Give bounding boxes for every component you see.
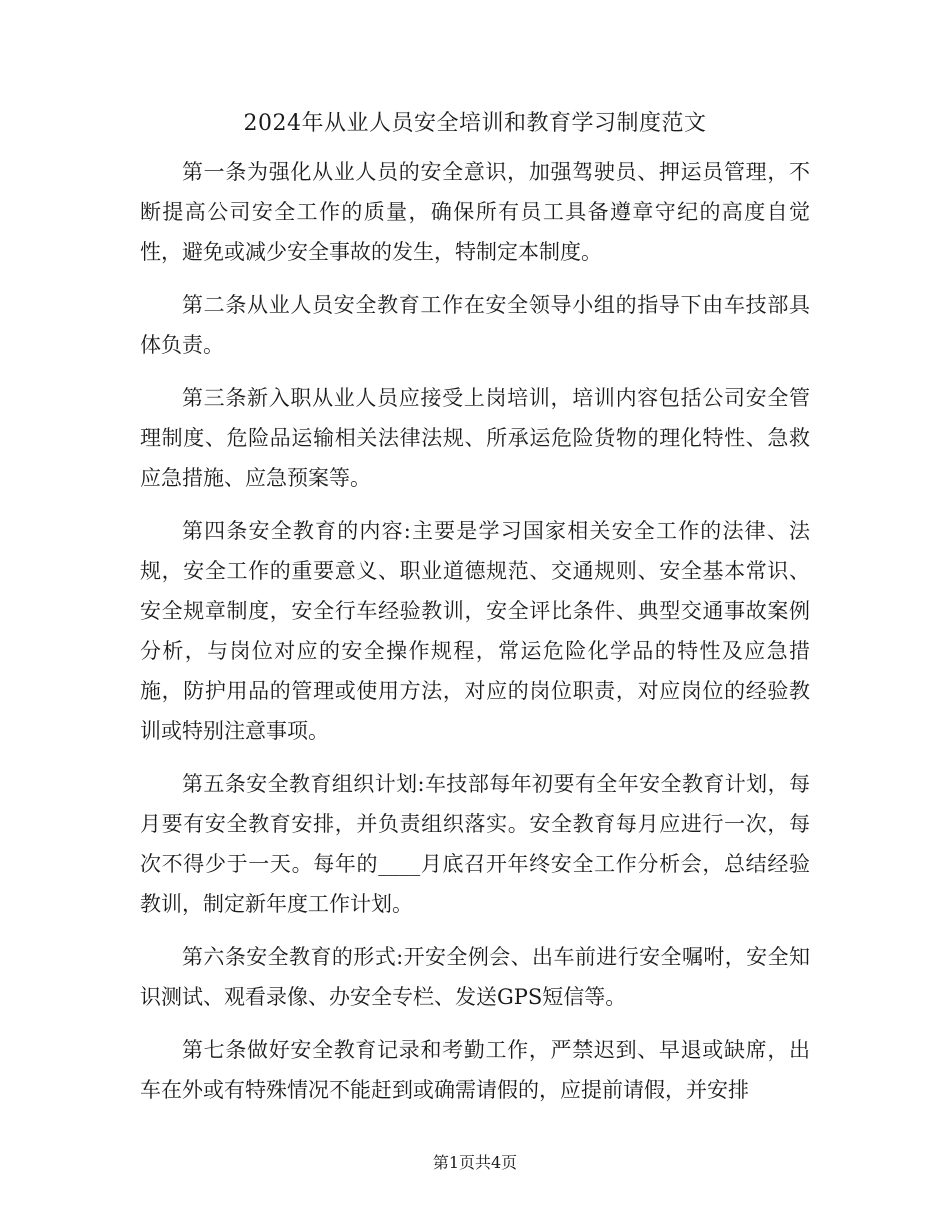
article-6-paragraph: 第六条安全教育的形式:开安全例会、出车前进行安全嘱咐，安全知识测试、观看录像、办安全专栏、发送GPS短信等。 bbox=[140, 945, 810, 1009]
document-title: 2024年从业人员安全培训和教育学习制度范文 bbox=[243, 111, 707, 136]
article-2-paragraph: 第二条从业人员安全教育工作在安全领导小组的指导下由车技部具体负责。 bbox=[140, 293, 810, 357]
article-3-paragraph: 第三条新入职从业人员应接受上岗培训，培训内容包括公司安全管理制度、危险品运输相关法律法规、所承运危险货物的理化特性、急救应急措施、应急预案等。 bbox=[140, 386, 810, 490]
page-number-footer: 第1页共4页 bbox=[432, 1153, 518, 1172]
document-body bbox=[140, 152, 810, 1123]
article-1-paragraph: 第一条为强化从业人员的安全意识，加强驾驶员、押运员管理，不断提高公司安全工作的质量，确保所有员工具备遵章守纪的高度自觉性，避免或减少安全事故的发生，特制定本制度。 bbox=[140, 160, 810, 264]
article-7-paragraph: 第七条做好安全教育记录和考勤工作，严禁迟到、早退或缺席，出车在外或有特殊情况不能赶到或确需请假的，应提前请假，并安排 bbox=[140, 1038, 810, 1102]
article-5-paragraph: 第五条安全教育组织计划:车技部每年初要有全年安全教育计划，每月要有安全教育安排，并负责组织落实。安全教育每月应进行一次，每次不得少于一天。每年的____月底召开年终安全工作分析会，总结经验教训，制定新年度工作计划。 bbox=[140, 772, 810, 916]
article-4-paragraph: 第四条安全教育的内容:主要是学习国家相关安全工作的法律、法规，安全工作的重要意义、职业道德规范、交通规则、安全基本常识、安全规章制度，安全行车经验教训，安全评比条件、典型交通事故案例分析，与岗位对应的安全操作规程，常运危险化学品的特性及应急措施，防护用品的管理或使用方法，对应的岗位职责，对应岗位的经验教训或特别注意事项。 bbox=[140, 519, 810, 743]
